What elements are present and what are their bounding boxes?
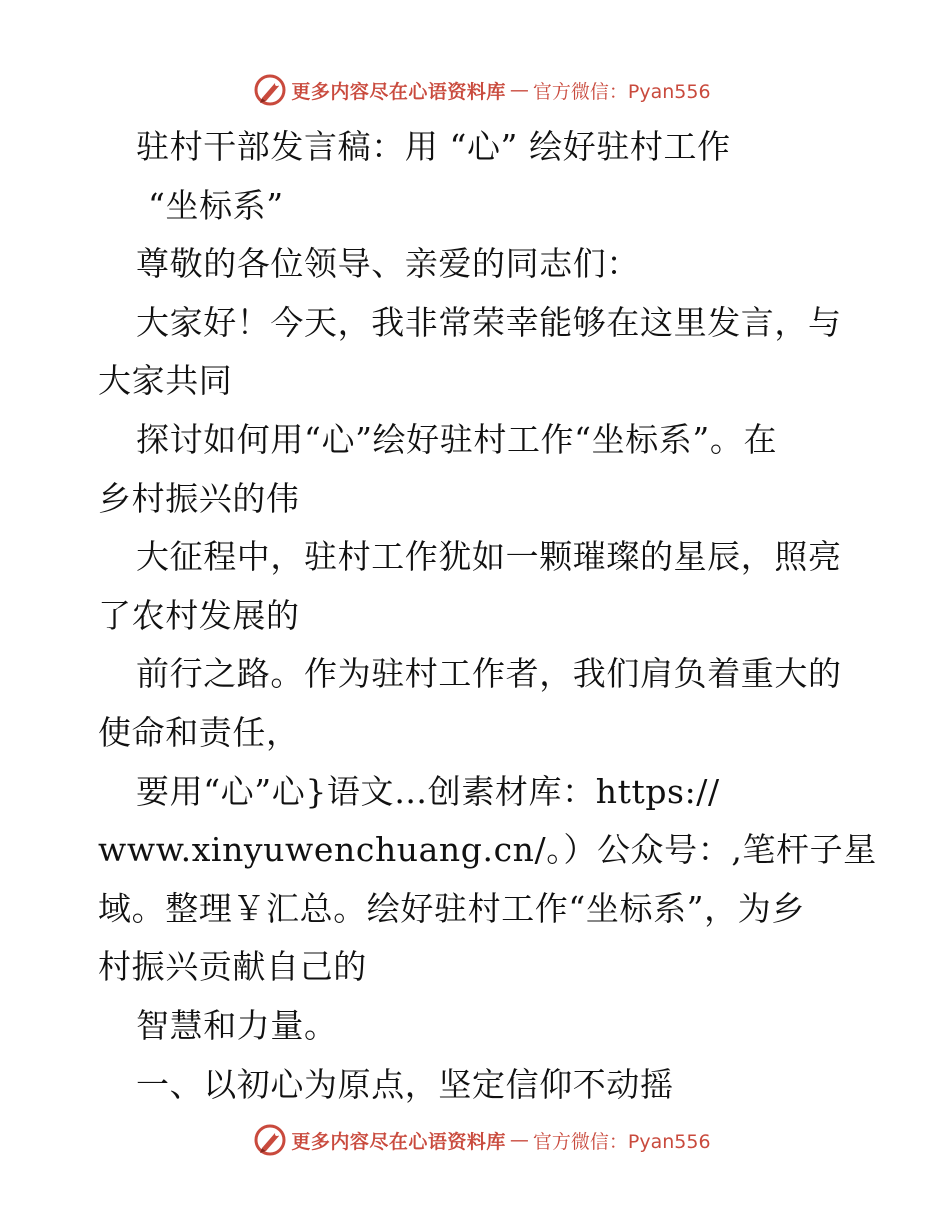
paragraph-line: 了农村发展的 — [98, 595, 300, 635]
paragraph-line: www.xinyuwenchuang.cn/。）公众号：,笔杆子星 — [98, 830, 877, 870]
paragraph-line: 大征程中，驻村工作犹如一颗璀璨的星辰，照亮 — [136, 537, 842, 577]
header-banner — [0, 70, 950, 110]
footer-banner-wechat: 官方微信：Pyan556 — [532, 1130, 711, 1153]
paragraph-line: 村振兴贡献自己的 — [98, 947, 367, 987]
pen-logo-icon — [253, 73, 287, 107]
document-title-line-1: 驻村干部发言稿：用 “心” 绘好驻村工作 — [136, 127, 731, 166]
paragraph-line: 域。整理￥汇总。绘好驻村工作“坐标系”，为乡 — [98, 888, 805, 928]
header-banner-content — [253, 73, 710, 107]
footer-banner-text: 更多内容尽在心语资料库 — [291, 1130, 506, 1153]
header-banner-separator: — — [509, 79, 529, 101]
document-body — [98, 118, 877, 1114]
header-banner-text: 更多内容尽在心语资料库 — [291, 80, 506, 103]
footer-banner-separator: — — [509, 1129, 529, 1151]
paragraph-line: 大家共同 — [98, 361, 233, 401]
header-banner-wechat: 官方微信：Pyan556 — [532, 80, 711, 103]
pen-logo-icon — [253, 1123, 287, 1157]
paragraph-line: 使命和责任， — [98, 712, 300, 752]
paragraph-line: 要用“心”心}语文…创素材库：https:// — [136, 771, 720, 811]
paragraph-line: 前行之路。作为驻村工作者，我们肩负着重大的 — [136, 654, 842, 694]
paragraph-line: 探讨如何用“心”绘好驻村工作“坐标系”。在 — [136, 419, 778, 459]
paragraph-line: 乡村振兴的伟 — [98, 478, 300, 518]
salutation: 尊敬的各位领导、亲爱的同志们： — [136, 244, 640, 284]
paragraph-line: 大家好！今天，我非常荣幸能够在这里发言，与 — [136, 302, 842, 342]
footer-banner-content — [253, 1123, 710, 1157]
document-title-line-2: “坐标系” — [148, 185, 284, 225]
paragraph-line: 智慧和力量。 — [136, 1005, 338, 1045]
section-heading: 一、以初心为原点，坚定信仰不动摇 — [136, 1064, 674, 1104]
footer-banner — [0, 1120, 950, 1160]
